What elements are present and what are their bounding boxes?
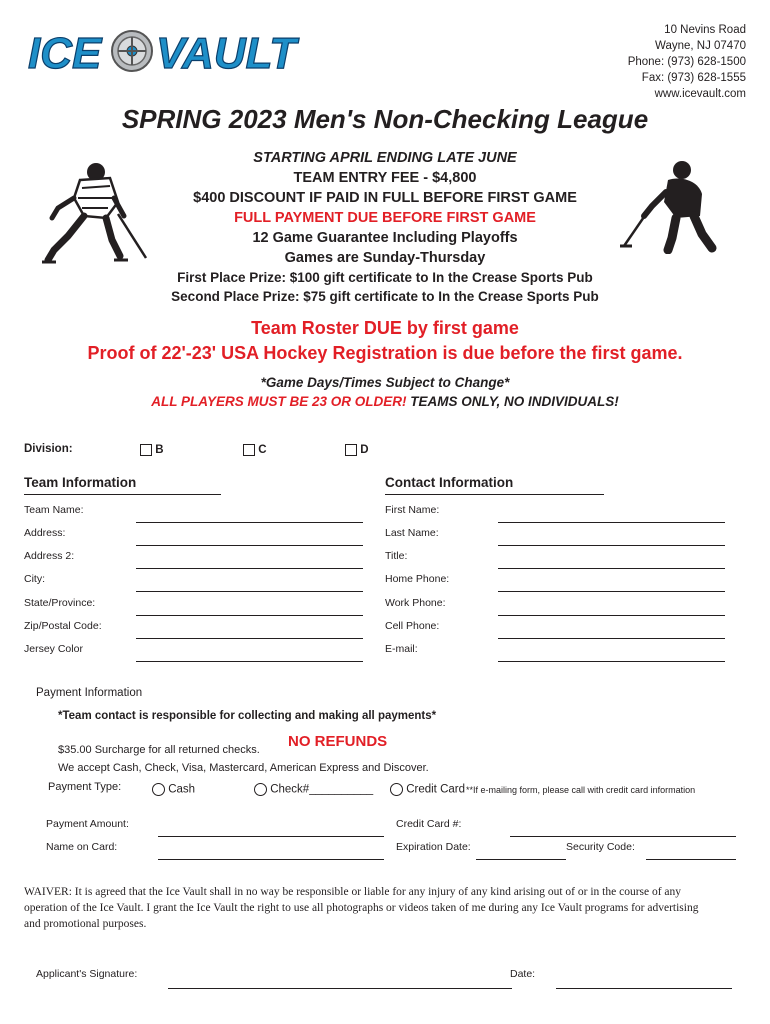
check-radio[interactable] — [254, 783, 267, 796]
accepted-payments: We accept Cash, Check, Visa, Mastercard, American Express and Discover. — [58, 762, 429, 774]
date-label: Date: — [510, 968, 536, 980]
teams-only: TEAMS ONLY, NO INDIVIDUALS! — [406, 394, 619, 409]
surcharge-text: $35.00 Surcharge for all returned checks. — [58, 744, 260, 756]
svg-text:ICE: ICE — [28, 29, 102, 76]
ice-vault-logo — [28, 26, 300, 76]
division-d-label: D — [360, 444, 369, 457]
age-rule: ALL PLAYERS MUST BE 23 OR OLDER! — [151, 394, 407, 409]
roster-due: Team Roster DUE by first game — [251, 318, 519, 338]
address2-label: Address 2: — [24, 550, 75, 562]
team-name-label: Team Name: — [24, 504, 84, 516]
team-fee: TEAM ENTRY FEE - $4,800 — [293, 170, 477, 186]
game-guarantee: 12 Game Guarantee Including Playoffs — [252, 230, 518, 246]
division-b-option[interactable] — [140, 444, 164, 456]
signature-label: Applicant's Signature: — [36, 968, 138, 980]
game-days: Games are Sunday-Thursday — [284, 250, 486, 266]
waiver-text: WAIVER: It is agreed that the Ice Vault shall in no way be responsible or liable for any injury of any kind arising out of or in the course of any operation of the Ice Vault. I grant the Ice Vault the right to use all photographs or videos taken of me during any Ice Vault programs for advertising and promotional purposes. — [24, 886, 699, 930]
page-title: SPRING 2023 Men's Non-Checking League — [121, 104, 649, 134]
full-payment-text: FULL PAYMENT DUE BEFORE FIRST GAME — [234, 210, 536, 226]
address-field[interactable] — [136, 545, 363, 546]
payment-check-option[interactable] — [254, 783, 373, 796]
payment-responsibility: *Team contact is responsible for collecting and making all payments* — [58, 710, 437, 722]
discount-text: $400 DISCOUNT IF PAID IN FULL BEFORE FIRST GAME — [193, 190, 577, 206]
credit-radio[interactable] — [390, 783, 403, 796]
cash-label: Cash — [168, 783, 196, 796]
email-label: E-mail: — [385, 643, 418, 655]
payment-cash-option[interactable] — [152, 783, 195, 796]
state-label: State/Province: — [24, 597, 96, 609]
jersey-color-field[interactable] — [136, 661, 363, 662]
state-field[interactable] — [136, 615, 363, 616]
contact-info-divider — [385, 494, 604, 495]
first-prize: First Place Prize: $100 gift certificate to In the Crease Sports Pub — [177, 270, 593, 285]
address2-field[interactable] — [136, 568, 363, 569]
signature-field[interactable] — [168, 988, 512, 989]
division-d-checkbox[interactable] — [345, 444, 357, 456]
work-phone-label: Work Phone: — [385, 597, 446, 609]
security-code-label: Security Code: — [566, 841, 635, 853]
team-info-heading: Team Information — [24, 475, 137, 490]
expiration-date-field[interactable] — [476, 859, 566, 860]
payment-amount-label: Payment Amount: — [46, 818, 129, 830]
address-label: Address: — [24, 527, 66, 539]
payment-amount-field[interactable] — [158, 836, 384, 837]
address-web: www.icevault.com — [654, 88, 746, 100]
division-d-option[interactable] — [345, 444, 369, 456]
team-info-divider — [24, 494, 221, 495]
eligibility-notice — [0, 394, 770, 409]
title-label: Title: — [385, 550, 408, 562]
second-prize: Second Place Prize: $75 gift certificate to In the Crease Sports Pub — [171, 289, 599, 304]
schedule-notice: *Game Days/Times Subject to Change* — [260, 375, 510, 390]
cell-phone-field[interactable] — [498, 638, 725, 639]
zip-field[interactable] — [136, 638, 363, 639]
payment-info-heading: Payment Information — [36, 687, 143, 699]
logo-graphic — [28, 26, 300, 76]
division-c-option[interactable] — [243, 444, 267, 456]
credit-card-number-field[interactable] — [510, 836, 736, 837]
division-b-checkbox[interactable] — [140, 444, 152, 456]
date-field[interactable] — [556, 988, 732, 989]
jersey-color-label: Jersey Color — [24, 643, 83, 655]
division-c-checkbox[interactable] — [243, 444, 255, 456]
no-refunds: NO REFUNDS — [288, 733, 388, 750]
address-phone: Phone: (973) 628-1500 — [627, 56, 746, 68]
credit-label: Credit Card — [406, 783, 466, 796]
address-fax: Fax: (973) 628-1555 — [641, 72, 746, 84]
cash-radio[interactable] — [152, 783, 165, 796]
security-code-field[interactable] — [646, 859, 736, 860]
team-name-field[interactable] — [136, 522, 363, 523]
city-field[interactable] — [136, 591, 363, 592]
credit-card-note: **If e-mailing form, please call with credit card information — [466, 785, 696, 795]
home-phone-label: Home Phone: — [385, 573, 450, 585]
address-city: Wayne, NJ 07470 — [655, 40, 746, 52]
division-label: Division: — [24, 443, 73, 455]
payment-type-label: Payment Type: — [48, 781, 122, 793]
address-block — [628, 22, 746, 102]
email-field[interactable] — [498, 661, 725, 662]
home-phone-field[interactable] — [498, 591, 725, 592]
check-label: Check#__________ — [270, 783, 374, 796]
first-name-label: First Name: — [385, 504, 440, 516]
division-c-label: C — [258, 444, 267, 457]
name-on-card-field[interactable] — [158, 859, 384, 860]
last-name-field[interactable] — [498, 545, 725, 546]
address-street: 10 Nevins Road — [664, 24, 746, 36]
title-field[interactable] — [498, 568, 725, 569]
cell-phone-label: Cell Phone: — [385, 620, 440, 632]
name-on-card-label: Name on Card: — [46, 841, 118, 853]
expiration-date-label: Expiration Date: — [396, 841, 471, 853]
last-name-label: Last Name: — [385, 527, 439, 539]
zip-label: Zip/Postal Code: — [24, 620, 102, 632]
contact-info-heading: Contact Information — [385, 475, 514, 490]
svg-text:VAULT: VAULT — [156, 29, 297, 76]
division-b-label: B — [155, 444, 164, 457]
league-dates: STARTING APRIL ENDING LATE JUNE — [253, 150, 517, 166]
work-phone-field[interactable] — [498, 615, 725, 616]
city-label: City: — [24, 573, 45, 585]
usa-hockey-notice: Proof of 22'-23' USA Hockey Registration is due before the first game. — [87, 343, 683, 363]
payment-credit-option[interactable] — [390, 783, 465, 796]
credit-card-number-label: Credit Card #: — [396, 818, 462, 830]
first-name-field[interactable] — [498, 522, 725, 523]
